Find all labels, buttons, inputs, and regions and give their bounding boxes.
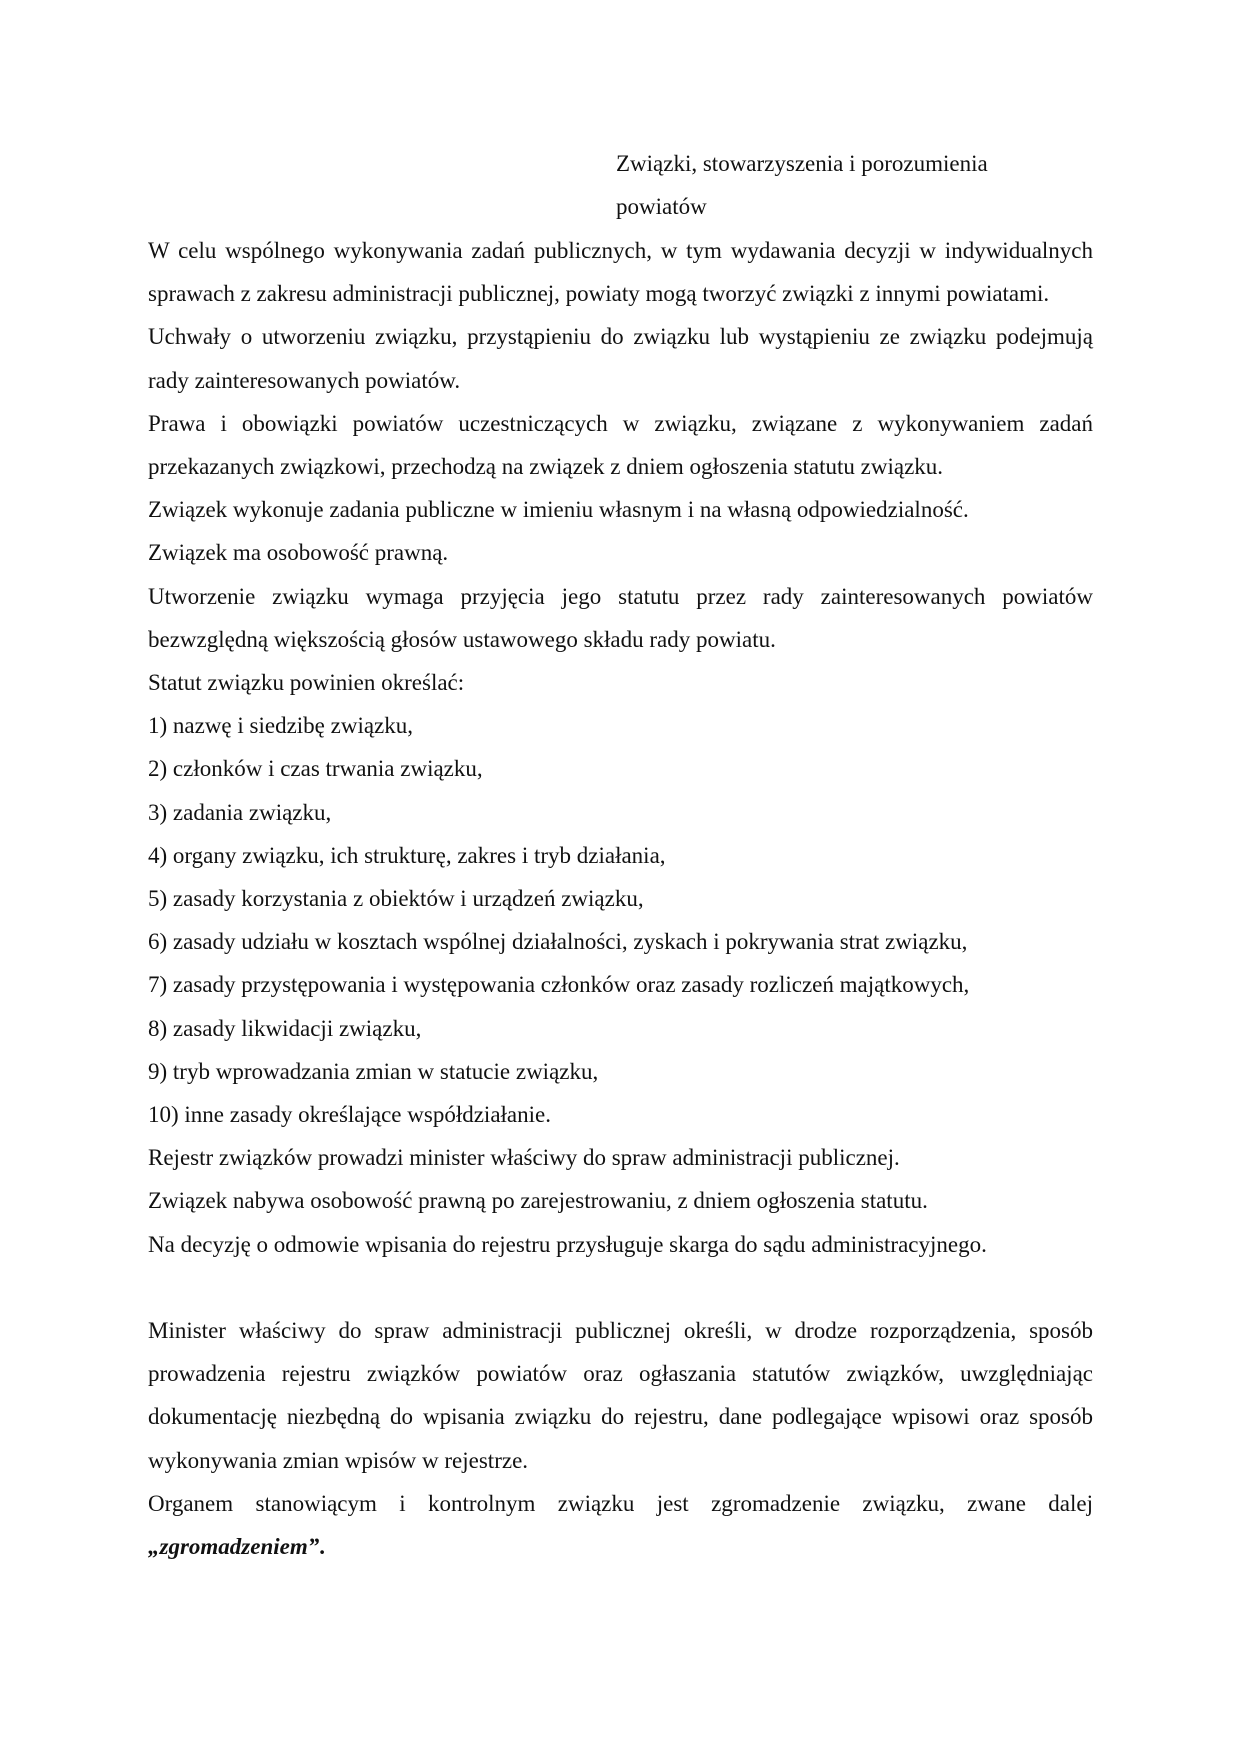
- paragraph-statute-adoption: Utworzenie związku wymaga przyjęcia jego statutu przez rady zainteresowanych powiatów bezwzględną większością głosów ustawowego składu rady powiatu.: [148, 583, 1093, 652]
- assembly-text: Organem stanowiącym i kontrolnym związku jest zgromadzenie związku, zwane dalej: [148, 1490, 1093, 1516]
- paragraph-complaint: Na decyzję o odmowie wpisania do rejestru przysługuje skarga do sądu administracyjnego.: [148, 1231, 987, 1257]
- paragraph-public-tasks: Związek wykonuje zadania publiczne w imieniu własnym i na własną odpowiedzialność.: [148, 497, 969, 523]
- list-item: 4) organy związku, ich strukturę, zakres i tryb działania,: [148, 842, 666, 868]
- paragraph-register: Rejestr związków prowadzi minister właściwy do spraw administracji publicznej.: [148, 1145, 900, 1171]
- list-item: 7) zasady przystępowania i występowania członków oraz zasady rozliczeń majątkowych,: [148, 972, 970, 998]
- paragraph-assembly: [148, 1482, 1093, 1568]
- paragraph-gap: [148, 1266, 1093, 1309]
- document-title: Związki, stowarzyszenia i porozumienia powiatów: [616, 151, 988, 219]
- document-body: [148, 229, 1093, 1568]
- paragraph-statute-intro: Statut związku powinien określać:: [148, 670, 465, 696]
- statute-list: [148, 704, 1093, 1136]
- paragraph-legal-personality: Związek ma osobowość prawną.: [148, 540, 449, 566]
- list-item: 10) inne zasady określające współdziałanie.: [148, 1102, 551, 1128]
- list-item: 6) zasady udziału w kosztach wspólnej działalności, zyskach i pokrywania strat związku,: [148, 929, 968, 955]
- list-item: 5) zasady korzystania z obiektów i urządzeń związku,: [148, 886, 644, 912]
- assembly-quote: „zgromadzeniem”: [148, 1534, 320, 1560]
- list-item: 8) zasady likwidacji związku,: [148, 1015, 422, 1041]
- assembly-period: .: [319, 1534, 325, 1560]
- list-item: 1) nazwę i siedzibę związku,: [148, 713, 414, 739]
- list-item: 9) tryb wprowadzania zmian w statucie związku,: [148, 1058, 599, 1084]
- paragraph-rights-obligations: Prawa i obowiązki powiatów uczestniczących w związku, związane z wykonywaniem zadań przekazanych związkowi, przechodzą na związek z dniem ogłoszenia statutu związku.: [148, 410, 1093, 480]
- paragraph-purpose: W celu wspólnego wykonywania zadań publicznych, w tym wydawania decyzji w indywidualnych sprawach z zakresu administracji publicznej, powiaty mogą tworzyć związki z innymi powiatami.: [148, 238, 1093, 307]
- paragraph-registration: Związek nabywa osobowość prawną po zarejestrowaniu, z dniem ogłoszenia statutu.: [148, 1188, 928, 1214]
- paragraph-regulation: Minister właściwy do spraw administracji publicznej określi, w drodze rozporządzenia, sposób prowadzenia rejestru związków powiatów oraz ogłaszania statutów związków, uwzględniając dokumentację niezbędną do wpisania związku do rejestru, dane podlegające wpisowi oraz sposób wykonywania zmian wpisów w rejestrze.: [148, 1318, 1093, 1473]
- paragraph-resolutions: Uchwały o utworzeniu związku, przystąpieniu do związku lub wystąpieniu ze związku podejmują rady zainteresowanych powiatów.: [148, 324, 1093, 393]
- list-item: 2) członków i czas trwania związku,: [148, 756, 483, 782]
- list-item: 3) zadania związku,: [148, 799, 332, 825]
